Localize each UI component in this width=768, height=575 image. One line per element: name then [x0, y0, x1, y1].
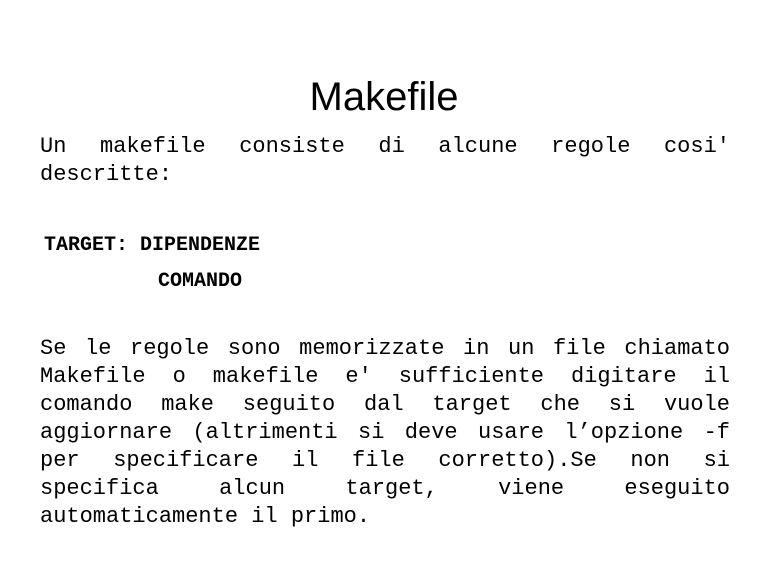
intro-paragraph: Un makefile consiste di alcune regole cosi' descritte:: [40, 134, 730, 187]
rule-command-line: COMANDO: [158, 270, 243, 293]
slide-title: Makefile: [309, 74, 459, 119]
rule-target-line: TARGET: DIPENDENZE: [44, 234, 261, 257]
description-paragraph: Se le regole sono memorizzate in un file chiamato Makefile o makefile e' sufficiente digitare il comando make seguito dal target che si vuole aggiornare (altrimenti si deve usare l’opzione -f per specificare il file corretto).Se non si specifica alcun target, viene eseguito automaticamente il primo.: [40, 336, 730, 529]
